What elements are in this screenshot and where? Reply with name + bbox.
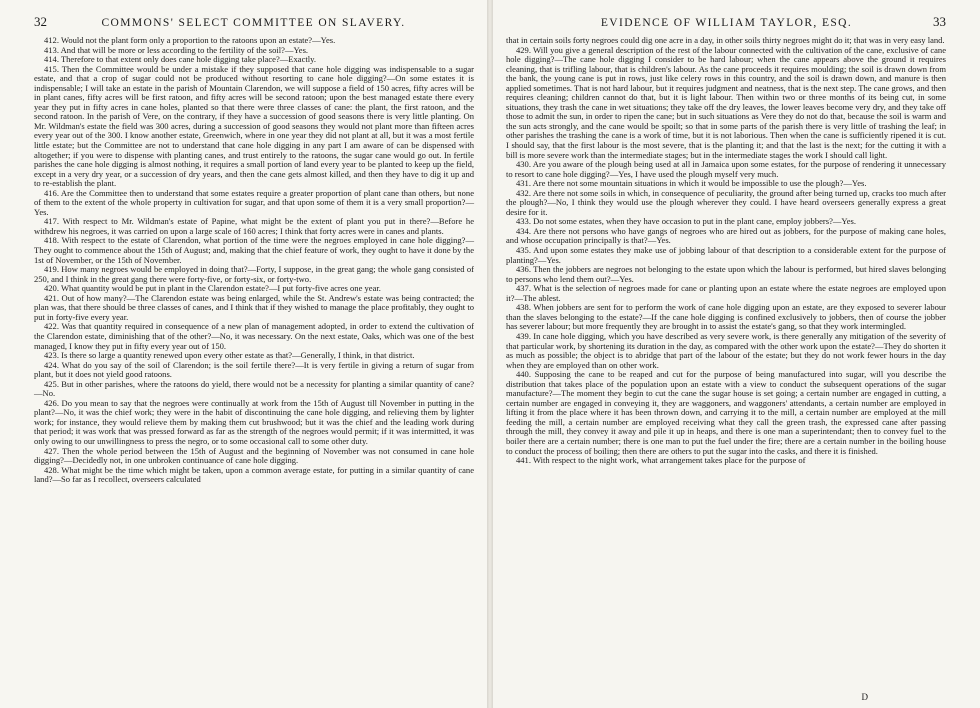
- paragraph: 438. When jobbers are sent for to perform the work of cane hole digging upon an estate, are they exposed to severer labour than the slaves belonging to the estate?—If the cane hole digging is confined exclusively to jobbers, then of course the jobber has severer labour; but more frequently they are brought in to assist the estate's gang, so that they work intermingled.: [506, 302, 946, 332]
- paragraph: 415. Then the Committee would be under a mistake if they supposed that cane hole digging was indispensable to a sugar estate, and that a crop of sugar could not be produced without resorting to cane hole digging?—On some estates it is indispensable; I will take an estate in the parish of Mountain Clarendon, we will suppose a field of 150 acres, fifty acres will be in plant canes, fifty acres will be first ratoon, and fifty acres will be second ratoon; upon the best managed estate there every year they put in fifty acres in cane holes, planted so that there were three classes of cane: the plant, the first ratoon, and the second ratoon. In the parish of Vere, on the contrary, if they have a succession of good seasons there is very little planting. On Mr. Wildman's estate the field was 300 acres, during a succession of good seasons they would not plant more than fifteen acres every year out of the 300. I know another estate, Greenwich, where in one year they did not plant at all, but it was a most fertile little estate; but the Committee are not to understand that cane hole digging in any part I am aware of can be dispensed with altogether; if you were to dispense with planting canes, and trust entirely to the ratoons, the sugar cane would go out. In fertile parishes the cane hole digging is almost nothing, it requires a small portion of land every year to be planted to keep up the field, except in a very dry year, or a succession of dry years, and then the cane gets almost killed, and then they have to dig it up and to re-establish the plant.: [34, 63, 474, 189]
- paragraph: 434. Are there not persons who have gangs of negroes who are hired out as jobbers, for the purpose of making cane holes, and whose occupation principally is that?—Yes.: [506, 225, 946, 246]
- paragraph: 439. In cane hole digging, which you have described as very severe work, is there generally any mitigation of the severity of that particular work, by shortening its duration in the day, as compared with the other work upon the estate?—They do shorten it as much as possible; the object is to abridge that part of the labour of the estate; but they do not work fewer hours in the day when they are employed than on other work.: [506, 330, 946, 370]
- paragraph: 414. Therefore to that extent only does cane hole digging take place?—Exactly.: [44, 54, 316, 65]
- paragraph: 436. Then the jobbers are negroes not belonging to the estate upon which the labour is performed, but hired slaves belonging to persons who lend them out?—Yes.: [506, 264, 946, 284]
- book-gutter: [487, 0, 493, 708]
- paragraph: 422. Was that quantity required in consequence of a new plan of management adopted, in order to extend the cultivation of the Clarendon estate, diminishing that of the other?—No, it was necessary. On the next estate, Oaks, which was one of the best managed, I know they put in fifty every year out of 150.: [34, 321, 474, 351]
- paragraph: 427. Then the whole period between the 15th of August and the beginning of November was not consumed in cane hole digging?—Decidedly not, in one unbroken continuance of cane hole digging.: [34, 445, 474, 466]
- running-head: EVIDENCE OF WILLIAM TAYLOR, ESQ.: [600, 17, 853, 29]
- paragraph: 432. Are there not some soils in which, in consequence of peculiarity, the ground after being turned up, cracks too much after the plough?—No, I think they would use the plough wherever they could. I have heard overseers generally express a great desire for it.: [506, 187, 946, 217]
- paragraph: 435. And upon some estates they make use of jobbing labour of that description to a considerable extent for the purpose of planting?—Yes.: [506, 245, 946, 265]
- paragraph: that in certain soils forty negroes could dig one acre in a day, in other soils thirty negroes might do it; that was in very easy land.: [506, 35, 945, 45]
- paragraph: 440. Supposing the cane to be reaped and cut for the purpose of being manufactured into sugar, will you describe the distribution that takes place of the population upon an estate with a view to conduct the subsequent operations of the sugar manufacture?—The moment they begin to cut the cane the sugar house is set going; a certain number are engaged in cutting, a certain number are engaged in conveying it, they are waggoners, and waggoners' attendants, a certain number are employed in lifting it from the place where it has been thrown down, and carrying it to the mill, a certain number are employed at the mill feeding the mill, a certain number are employed receiving what they call the green trash, the expressed cane after passing through the mill, they convey it away and pile it up in heaps, and there is one man a superintendant; then to convey fuel to the boiler there are a certain number; there is one man to put the fuel under the fire; there are a certain number in the boiling house to conduct the process of boiling; then there are others to put the sugar into the casks, and there it is finished.: [506, 369, 946, 456]
- paragraph: 424. What do you say of the soil of Clarendon; is the soil fertile there?—It is very fertile in giving a return of sugar from plant, but it does not yield good ratoons.: [34, 359, 474, 380]
- paragraph: 417. With respect to Mr. Wildman's estate of Papine, what might be the extent of plant you put in there?—Before he withdrew his negroes, it was carried on upon a large scale of 160 acres; I think that forty acres were in canes and plants.: [34, 216, 474, 236]
- paragraph: 416. Are the Committee then to understand that some estates require a greater proportion of plant cane than others, but none of them to the extent of the whole property in cultivation for sugar, and that upon some of them it is a very small proportion?—Yes.: [34, 187, 474, 217]
- paragraph: 418. With respect to the estate of Clarendon, what portion of the time were the negroes employed in cane hole digging?—They ought to commence about the 15th of August; and, making that the chief feature of work, they ought to have it done by the 1st of November, or the 15th of November.: [34, 235, 474, 265]
- page-number: 32: [34, 14, 47, 29]
- right-page-text: [506, 36, 946, 466]
- running-head: COMMONS' SELECT COMMITTEE ON SLAVERY.: [101, 17, 406, 29]
- right-page-header: [506, 14, 946, 30]
- paragraph: 423. Is there so large a quantity renewed upon every other estate as that?—Generally, I think, in that district.: [44, 350, 415, 361]
- paragraph: 426. Do you mean to say that the negroes were continually at work from the 15th of August till November in putting in the plant?—No, it was the chief work; they were in the habit of discontinuing the cane hole digging, and relieving them by lighter work; for instance, they would relieve them by making them cut brushwood; but it was the chief and the leading work during that period; it was work that was pressed forward as far as the strength of the negroes would permit; if it was intermitted, it was only owing to our unwillingness to press the negro, or to some occasional call to some other duty.: [34, 397, 474, 446]
- paragraph: 430. Are you aware of the plough being used at all in Jamaica upon some estates, for the purpose of rendering it unnecessary to resort to cane hole digging?—Yes, I have used the plough myself very much.: [506, 159, 946, 179]
- paragraph: 433. Do not some estates, when they have occasion to put in the plant cane, employ jobbers?—Yes.: [516, 216, 856, 227]
- paragraph: 419. How many negroes would be employed in doing that?—Forty, I suppose, in the great gang; the whole gang consisted of 250, and I think in the great gang there were forty-five, or forty-six, or forty-two.: [34, 264, 474, 284]
- paragraph: 412. Would not the plant form only a proportion to the ratoons upon an estate?—Yes.: [44, 35, 336, 45]
- page-number: 33: [933, 14, 946, 29]
- paragraph: 441. With respect to the night work, what arrangement takes place for the purpose of: [516, 455, 806, 466]
- paragraph: 437. What is the selection of negroes made for cane or planting upon an estate where the estate negroes are employed upon it?—The ablest.: [506, 283, 946, 303]
- paragraph: 421. Out of how many?—The Clarendon estate was being enlarged, while the St. Andrew's estate was being contracted; the plan was, that there should be three classes of canes, and I think that if they wished to manage the place profitably, they ought to put in forty-five every year.: [34, 292, 474, 322]
- paragraph: 413. And that will be more or less according to the fertility of the soil?—Yes.: [44, 44, 309, 55]
- paragraph: 431. Are there not some mountain situations in which it would be impossible to use the plough?—Yes.: [516, 178, 867, 189]
- paragraph: 420. What quantity would be put in plant in the Clarendon estate?—I put forty-five acres one year.: [44, 283, 381, 294]
- paragraph: 429. Will you give a general description of the rest of the labour connected with the cultivation of the cane, exclusive of cane hole digging?—The cane hole digging I consider to be hard labour; when the cane appears above the ground it requires cleaning, that is trifling labour, that is children's labour. As the cane proceeds it requires moulding; the soil is drawn down from the bank, the young cane is put in rows, just like celery rows in this country, and the soil is drawn down, and manure is then applied sometimes. That is not hard labour, but it requires judgment and neatness, that is the next step. The cane grows, and then requires cleaning; children cannot do that, but it is light labour. Then within two or three months of its being cut, in some situations, they trash the cane in wet situations; they take off the dry leaves, the lower leaves become very dry, and they take off those to admit the sun, in order to ripen the cane; but in such situations as Vere they do not do that, because the soil is warm and the sun acts strongly, and the cane would be spoilt; so that in some parts of the parish there is very little of trashing the leaf; in other parishes the trashing the cane is a work of time, but it is not laborious. Then when the cane is sufficiently ripened it is cut. I should say, that the first labour is the most severe, that is the planting it; and that the last is the next; for the cutting it with a bill is more severe work than the intermediate stages; but in the intermediate stages the work I should call light.: [506, 44, 946, 160]
- left-page-header: [34, 14, 474, 30]
- paragraph: 425. But in other parishes, where the ratoons do yield, there would not be a necessity for planting a similar quantity of cane?—No.: [34, 378, 474, 399]
- left-page-text: [34, 36, 474, 485]
- right-page: [490, 0, 980, 708]
- paragraph: 428. What might be the time which might be taken, upon a common average estate, for putting in a similar quantity of cane land?—So far as I recollect, overseers calculated: [34, 464, 474, 485]
- signature-mark: D: [861, 692, 868, 702]
